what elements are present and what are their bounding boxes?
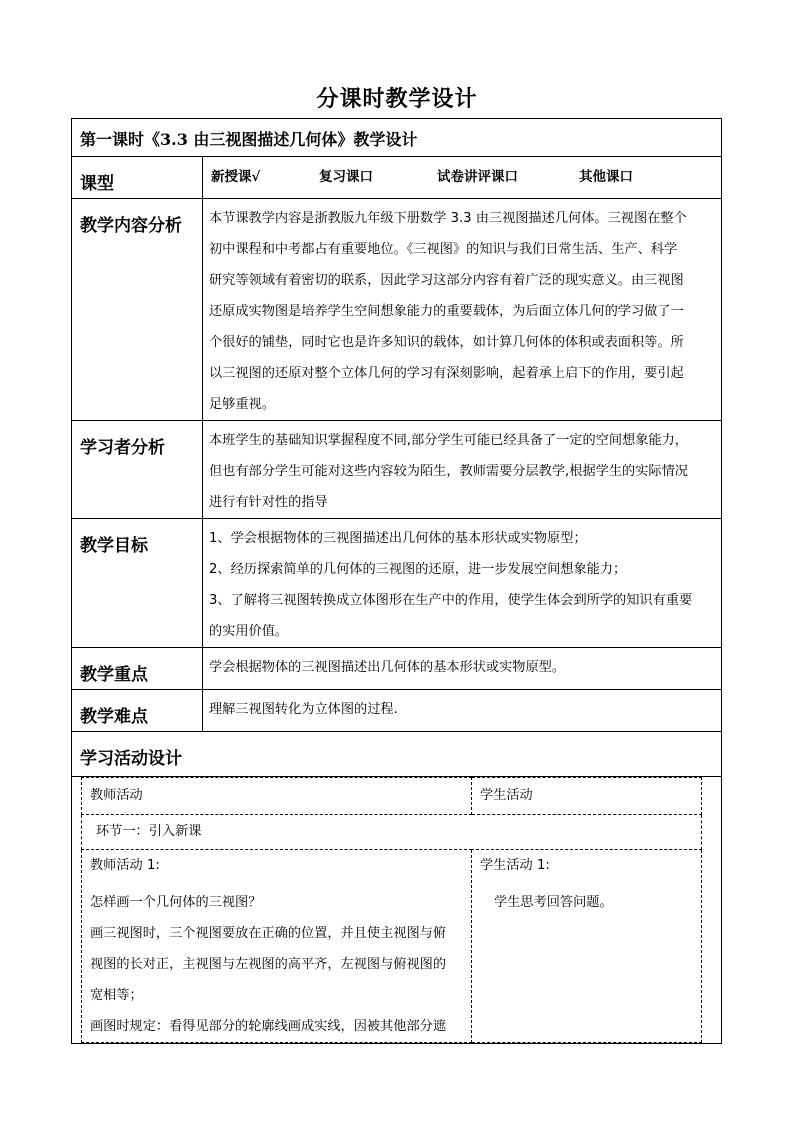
learner-analysis-text (203, 421, 722, 519)
learner-line: 进行有针对性的指导 (209, 495, 328, 510)
content-line: 研究等领域有着密切的联系，因此学习这部分内容有着广泛的现实意义。由三视图 (209, 273, 684, 288)
content-analysis-text (203, 199, 722, 421)
content-line: 个很好的铺垫，同时它也是许多知识的载体，如计算几何体的体积或表面积等。所 (209, 335, 684, 350)
teacher-line: 视图的长对正，主视图与左视图的高平齐，左视图与俯视图的 (90, 957, 447, 972)
teacher-header-cell (82, 778, 472, 815)
stage-row (82, 815, 702, 850)
type-row (72, 157, 722, 199)
difficulties-row (72, 690, 722, 732)
type-option-other: 其他课口 (579, 169, 633, 185)
objective-line: 的实用价值。 (209, 624, 289, 639)
teacher-line: 画图时规定：看得见部分的轮廓线画成实线，因被其他部分遮 (90, 1019, 447, 1034)
learner-line: 本班学生的基础知识掌握程度不同,部分学生可能已经具备了一定的空间想象能力， (209, 433, 688, 448)
type-option-exam: 试卷讲评课口 (437, 169, 518, 185)
activity-design-row (72, 732, 722, 777)
teacher-line: 画三视图时，三个视图要放在正确的位置，并且使主视图与俯 (90, 926, 447, 941)
activity-1-row (82, 850, 702, 1043)
teacher-header: 教师活动 (90, 788, 143, 803)
lesson-title-row (72, 119, 722, 157)
difficulties-text: 理解三视图转化为立体图的过程. (203, 690, 722, 732)
content-line: 本节课教学内容是浙教版九年级下册数学 3.3 由三视图描述几何体。三视图在整个 (209, 211, 687, 226)
activity-header-row (82, 778, 702, 815)
teacher-line: 宽相等； (90, 988, 143, 1003)
student-activity-label: 学生活动 1: (480, 858, 550, 873)
learner-line: 但也有部分学生可能对这些内容较为陌生，教师需要分层教学,根据学生的实际情况 (209, 464, 688, 479)
student-activity-cell (472, 850, 702, 1043)
student-header-cell (472, 778, 702, 815)
objective-line: 2、经历探索简单的几何体的三视图的还原，进一步发展空间想象能力； (209, 562, 627, 577)
stage-title: 环节一：引入新课 (96, 824, 202, 839)
content-analysis-row (72, 199, 722, 421)
activity-area-row (72, 777, 722, 1044)
content-line: 以三视图的还原对整个立体几何的学习有深刻影响，起着承上启下的作用，要引起 (209, 366, 684, 381)
type-option-new: 新授课√ (211, 169, 261, 185)
teacher-activity-cell (82, 850, 472, 1043)
key-points-text: 学会根据物体的三视图描述出几何体的基本形状或实物原型。 (203, 648, 722, 690)
key-points-row (72, 648, 722, 690)
objective-line: 3、了解将三视图转换成立体图形在生产中的作用，使学生体会到所学的知识有重要 (209, 593, 693, 608)
learner-analysis-row (72, 421, 722, 519)
content-line: 足够重视。 (209, 397, 275, 412)
content-line: 初中课程和中考都占有重要地位。《三视图》的知识与我们日常生活、生产、科学 (209, 242, 678, 257)
learner-analysis-label: 学习者分析 (72, 421, 203, 519)
lesson-design-table (71, 118, 722, 1044)
stage-cell (82, 815, 702, 850)
activity-design-label: 学习活动设计 (72, 732, 722, 777)
difficulties-label: 教学难点 (72, 690, 203, 732)
objectives-text (203, 519, 722, 648)
teacher-activity-label: 教师活动 1: (90, 858, 160, 873)
page-title: 分课时教学设计 (316, 86, 478, 112)
student-activity-text: 学生思考回答问题。 (494, 895, 613, 910)
content-line: 还原成实物图是培养学生空间想象能力的重要载体，为后面立体几何的学习做了一 (209, 304, 684, 319)
objectives-label: 教学目标 (72, 519, 203, 648)
activity-table (81, 777, 702, 1043)
lesson-title: 第一课时《3.3 由三视图描述几何体》教学设计 (72, 119, 722, 157)
activity-area (72, 777, 722, 1044)
type-label: 课型 (72, 157, 203, 199)
key-points-label: 教学重点 (72, 648, 203, 690)
objective-line: 1、学会根据物体的三视图描述出几何体的基本形状或实物原型； (209, 531, 587, 546)
teacher-line: 怎样画一个几何体的三视图？ (90, 895, 262, 910)
student-header: 学生活动 (480, 788, 533, 803)
objectives-row (72, 519, 722, 648)
type-options (203, 157, 722, 199)
content-analysis-label: 教学内容分析 (72, 199, 203, 421)
type-option-review: 复习课口 (319, 169, 373, 185)
